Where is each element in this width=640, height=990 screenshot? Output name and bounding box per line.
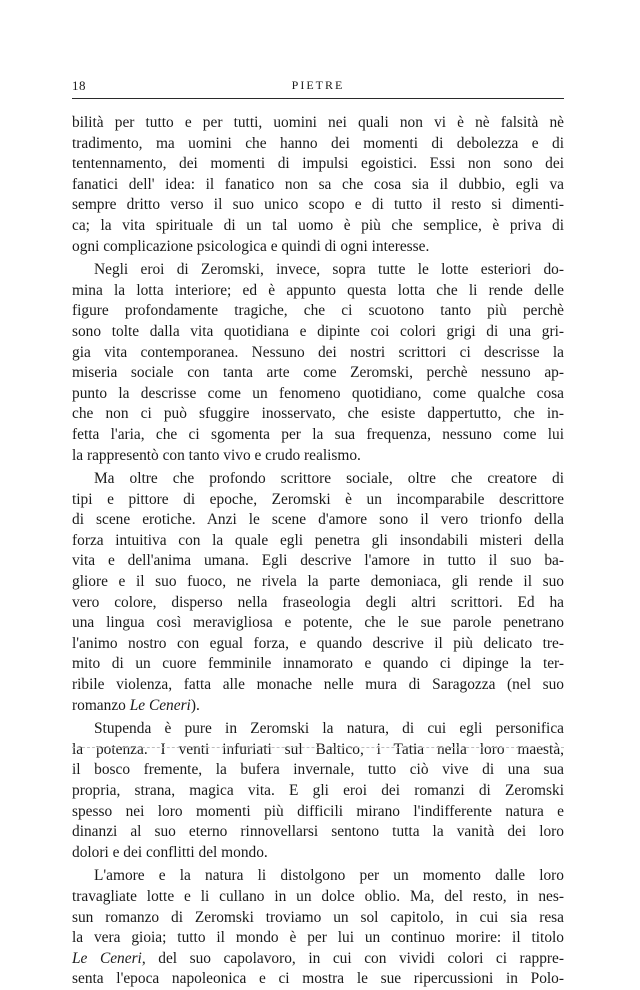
paragraph-5 <box>72 866 564 990</box>
book-title: Le Ceneri <box>72 949 142 967</box>
text-line: Ma oltre che profondo scrittore sociale, oltre che creatore di <box>94 470 564 488</box>
text-line: dolori e dei conflitti del mondo. <box>72 843 268 861</box>
text-line: mito di un cuore femminile innamorato e quando ci dipinge la ter- <box>72 655 564 673</box>
text-line: la rappresentò con tanto vivo e crudo realismo. <box>72 446 361 464</box>
text-line: la potenza. I venti infuriati sul Baltico, i Tatia nella loro maestà, <box>72 740 564 758</box>
text-line: dinanzi al suo eterno rinnovellarsi sentono tutta la vanità dei loro <box>72 823 564 841</box>
running-head: PIETRE <box>291 78 345 92</box>
text-line: tentennamento, dei momenti di impulsi egoistici. Essi non sono dei <box>72 155 564 173</box>
text-line: una lingua così meravigliosa e potente, che le sue parole penetrano <box>72 614 564 632</box>
text-line: vita e dell'anima umana. Egli descrive l'amore in tutto il suo ba- <box>72 552 564 570</box>
text-line-italic-title: Le Ceneri, del suo capolavoro, in cui con vividi colori ci rappre- <box>72 949 564 967</box>
text-line: ogni complicazione psicologica e quindi di ogni interesse. <box>72 237 430 255</box>
text-line: bilità per tutto e per tutti, uomini nei quali non vi è nè falsità nè <box>72 114 564 131</box>
text-line: che non ci può sfuggire inosservato, che esiste dappertutto, che in- <box>72 405 564 423</box>
text-line: mina la lotta interiore; ed è appunto questa lotta che li rende delle <box>72 281 564 299</box>
paragraph-1 <box>72 113 564 257</box>
text-line: travagliate lotte e li cullano in un dolce oblio. Ma, del resto, in nes- <box>72 887 564 905</box>
text-line: ribile violenza, fatta alle monache nelle mura di Saragozza (nel suo <box>72 676 564 694</box>
text-line: figure profondamente tragiche, che ci scuotono tanto più perchè <box>72 302 564 320</box>
text-line: gliore e il suo fuoco, ne rivela la parte demoniaca, gli rende il suo <box>72 573 564 591</box>
text-line: di scene erotiche. Anzi le scene d'amore sono il vero trionfo della <box>72 511 564 529</box>
page-number: 18 <box>72 78 86 93</box>
text-line: sun romanzo di Zeromski troviamo un sol capitolo, in cui sia resa <box>72 908 564 926</box>
scan-fold-line <box>72 747 564 748</box>
text-line: L'amore e la natura li distolgono per un momento dalle loro <box>94 867 564 885</box>
text-line: vero colore, disperso nella fraseologia degli altri scrittori. Ed ha <box>72 593 564 611</box>
text-line: propria, strana, magica vita. E gli eroi dei romanzi di Zeromski <box>72 782 564 799</box>
text-line: forza intuitiva con la quale egli penetra gli insondabili misteri della <box>72 531 564 549</box>
body-text <box>72 113 564 990</box>
text-line: Negli eroi di Zeromski, invece, sopra tutte le lotte esteriori do- <box>94 261 564 279</box>
text-line: sempre dritto verso il suo unico scopo e di tutto il resto si dimenti- <box>72 196 564 214</box>
text-line: l'animo nostro con egual forza, e quando descrive il più delicato tre- <box>72 634 564 652</box>
paragraph-4 <box>72 719 564 863</box>
page-header <box>72 78 564 98</box>
text-line: fanatici dell' idea: il fanatico non sa che cosa sia il dubbio, egli va <box>72 175 564 193</box>
book-title: Le Ceneri <box>129 696 191 714</box>
paragraph-3 <box>72 469 564 716</box>
text-line: ca; la vita spirituale di un tal uomo è più che semplice, è priva di <box>72 216 564 234</box>
text-line: Stupenda è pure in Zeromski la natura, di cui egli personifica <box>94 720 564 738</box>
text-line: il bosco fremente, la bufera invernale, tutto ciò vive di una sua <box>72 761 564 779</box>
header-rule <box>72 98 564 99</box>
text-line: tipi e pittore di epoche, Zeromski è un incomparabile descrittore <box>72 490 564 508</box>
text-line: gia vita contemporanea. Nessuno dei nostri scrittori ci descrisse la <box>72 343 564 361</box>
text-line: fetta l'aria, che ci sgomenta per la sua frequenza, nessuno come lui <box>72 425 564 443</box>
text-line-italic-title: romanzo Le Ceneri). <box>72 696 200 714</box>
text-line: miseria sociale con tanta arte come Zeromski, perchè nessuno ap- <box>72 364 564 382</box>
text-line: sono tolte dalla vita quotidiana e dipinte coi colori grigi di una gri- <box>72 322 564 340</box>
text-line: spesso nei loro momenti più difficili mirano l'indifferente natura e <box>72 802 564 820</box>
text-line: la vera gioia; tutto il mondo è per lui un continuo morire: il titolo <box>72 929 564 947</box>
text-line: punto la descrisse come un fenomeno quotidiano, come qualche cosa <box>72 384 564 402</box>
paragraph-2 <box>72 260 564 466</box>
text-line: tradimento, ma uomini che hanno dei momenti di debolezza e di <box>72 134 564 152</box>
text-line: senta l'epoca napoleonica e ci mostra le sue ripercussioni in Polo- <box>72 970 564 988</box>
